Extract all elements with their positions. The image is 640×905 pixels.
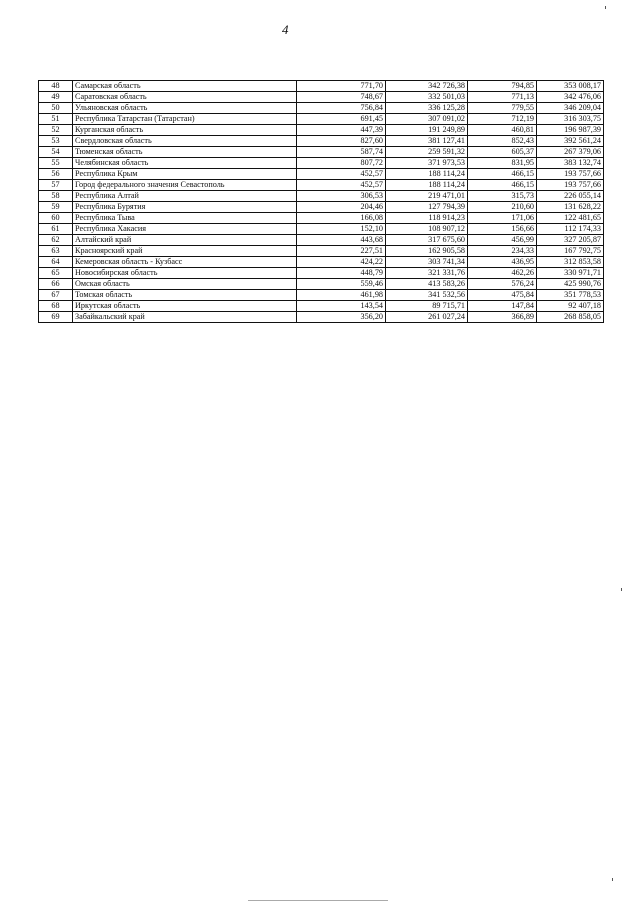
value-4-cell: 112 174,33 <box>537 224 604 235</box>
row-number-cell: 62 <box>39 235 73 246</box>
value-2-cell: 219 471,01 <box>386 191 468 202</box>
row-number-cell: 60 <box>39 213 73 224</box>
table-row <box>39 103 604 114</box>
row-number-cell: 55 <box>39 158 73 169</box>
value-4-cell: 327 205,87 <box>537 235 604 246</box>
value-2-cell: 89 715,71 <box>386 301 468 312</box>
table-row <box>39 169 604 180</box>
value-2-cell: 303 741,34 <box>386 257 468 268</box>
table-row <box>39 191 604 202</box>
row-number-cell: 48 <box>39 81 73 92</box>
value-2-cell: 341 532,56 <box>386 290 468 301</box>
region-name-cell: Саратовская область <box>73 92 297 103</box>
table-row <box>39 290 604 301</box>
table-row <box>39 136 604 147</box>
value-4-cell: 193 757,66 <box>537 180 604 191</box>
row-number-cell: 67 <box>39 290 73 301</box>
page-number: 4 <box>282 22 289 37</box>
row-number-cell: 53 <box>39 136 73 147</box>
row-number-cell: 64 <box>39 257 73 268</box>
value-3-cell: 466,15 <box>468 169 537 180</box>
region-name-cell: Республика Бурятия <box>73 202 297 213</box>
table-row <box>39 246 604 257</box>
value-2-cell: 127 794,39 <box>386 202 468 213</box>
value-2-cell: 118 914,23 <box>386 213 468 224</box>
region-name-cell: Республика Хакасия <box>73 224 297 235</box>
value-4-cell: 196 987,39 <box>537 125 604 136</box>
table-row <box>39 213 604 224</box>
value-2-cell: 307 091,02 <box>386 114 468 125</box>
scan-mark <box>612 878 613 881</box>
region-name-cell: Республика Крым <box>73 169 297 180</box>
value-4-cell: 330 971,71 <box>537 268 604 279</box>
region-name-cell: Тюменская область <box>73 147 297 158</box>
value-3-cell: 436,95 <box>468 257 537 268</box>
value-1-cell: 424,22 <box>297 257 386 268</box>
value-4-cell: 316 303,75 <box>537 114 604 125</box>
row-number-cell: 56 <box>39 169 73 180</box>
value-3-cell: 171,06 <box>468 213 537 224</box>
region-name-cell: Самарская область <box>73 81 297 92</box>
table-row <box>39 92 604 103</box>
value-1-cell: 204,46 <box>297 202 386 213</box>
value-1-cell: 452,57 <box>297 180 386 191</box>
row-number-cell: 59 <box>39 202 73 213</box>
region-name-cell: Иркутская область <box>73 301 297 312</box>
table-row <box>39 125 604 136</box>
value-2-cell: 371 973,53 <box>386 158 468 169</box>
row-number-cell: 65 <box>39 268 73 279</box>
region-name-cell: Город федерального значения Севастополь <box>73 180 297 191</box>
row-number-cell: 51 <box>39 114 73 125</box>
value-2-cell: 413 583,26 <box>386 279 468 290</box>
row-number-cell: 66 <box>39 279 73 290</box>
value-4-cell: 193 757,66 <box>537 169 604 180</box>
value-4-cell: 346 209,04 <box>537 103 604 114</box>
row-number-cell: 63 <box>39 246 73 257</box>
row-number-cell: 52 <box>39 125 73 136</box>
value-4-cell: 131 628,22 <box>537 202 604 213</box>
value-4-cell: 226 055,14 <box>537 191 604 202</box>
value-3-cell: 605,37 <box>468 147 537 158</box>
value-3-cell: 712,19 <box>468 114 537 125</box>
bottom-rule <box>248 900 388 901</box>
value-3-cell: 156,66 <box>468 224 537 235</box>
value-2-cell: 321 331,76 <box>386 268 468 279</box>
value-1-cell: 166,08 <box>297 213 386 224</box>
table-row <box>39 114 604 125</box>
value-1-cell: 748,67 <box>297 92 386 103</box>
table-row <box>39 279 604 290</box>
table-row <box>39 158 604 169</box>
value-4-cell: 425 990,76 <box>537 279 604 290</box>
value-1-cell: 356,20 <box>297 312 386 323</box>
value-4-cell: 392 561,24 <box>537 136 604 147</box>
row-number-cell: 54 <box>39 147 73 158</box>
table-row <box>39 180 604 191</box>
value-3-cell: 315,73 <box>468 191 537 202</box>
region-name-cell: Алтайский край <box>73 235 297 246</box>
region-name-cell: Республика Тыва <box>73 213 297 224</box>
value-3-cell: 576,24 <box>468 279 537 290</box>
row-number-cell: 68 <box>39 301 73 312</box>
table-row <box>39 301 604 312</box>
value-1-cell: 756,84 <box>297 103 386 114</box>
value-4-cell: 342 476,06 <box>537 92 604 103</box>
scan-mark <box>621 588 622 591</box>
value-2-cell: 108 907,12 <box>386 224 468 235</box>
row-number-cell: 49 <box>39 92 73 103</box>
region-name-cell: Челябинская область <box>73 158 297 169</box>
value-3-cell: 831,95 <box>468 158 537 169</box>
table-row <box>39 268 604 279</box>
value-1-cell: 152,10 <box>297 224 386 235</box>
region-name-cell: Забайкальский край <box>73 312 297 323</box>
value-2-cell: 162 905,58 <box>386 246 468 257</box>
value-2-cell: 188 114,24 <box>386 180 468 191</box>
row-number-cell: 61 <box>39 224 73 235</box>
data-table <box>38 80 604 323</box>
value-3-cell: 475,84 <box>468 290 537 301</box>
value-3-cell: 456,99 <box>468 235 537 246</box>
value-1-cell: 448,79 <box>297 268 386 279</box>
value-4-cell: 122 481,65 <box>537 213 604 224</box>
region-name-cell: Республика Алтай <box>73 191 297 202</box>
value-2-cell: 188 114,24 <box>386 169 468 180</box>
value-1-cell: 771,70 <box>297 81 386 92</box>
value-4-cell: 167 792,75 <box>537 246 604 257</box>
value-1-cell: 447,39 <box>297 125 386 136</box>
value-3-cell: 210,60 <box>468 202 537 213</box>
value-1-cell: 559,46 <box>297 279 386 290</box>
region-name-cell: Кемеровская область - Кузбасс <box>73 257 297 268</box>
value-2-cell: 259 591,32 <box>386 147 468 158</box>
value-3-cell: 147,84 <box>468 301 537 312</box>
value-3-cell: 779,55 <box>468 103 537 114</box>
value-4-cell: 312 853,58 <box>537 257 604 268</box>
value-3-cell: 462,26 <box>468 268 537 279</box>
region-name-cell: Томская область <box>73 290 297 301</box>
value-3-cell: 460,81 <box>468 125 537 136</box>
scan-mark <box>605 6 606 9</box>
value-2-cell: 381 127,41 <box>386 136 468 147</box>
value-1-cell: 461,98 <box>297 290 386 301</box>
value-1-cell: 227,51 <box>297 246 386 257</box>
value-4-cell: 267 379,06 <box>537 147 604 158</box>
region-name-cell: Ульяновская область <box>73 103 297 114</box>
region-name-cell: Республика Татарстан (Татарстан) <box>73 114 297 125</box>
region-name-cell: Омская область <box>73 279 297 290</box>
value-4-cell: 383 132,74 <box>537 158 604 169</box>
value-1-cell: 807,72 <box>297 158 386 169</box>
table-row <box>39 235 604 246</box>
value-3-cell: 366,89 <box>468 312 537 323</box>
value-4-cell: 268 858,05 <box>537 312 604 323</box>
row-number-cell: 69 <box>39 312 73 323</box>
value-3-cell: 794,85 <box>468 81 537 92</box>
value-2-cell: 261 027,24 <box>386 312 468 323</box>
value-2-cell: 317 675,60 <box>386 235 468 246</box>
value-4-cell: 351 778,53 <box>537 290 604 301</box>
table-row <box>39 147 604 158</box>
value-2-cell: 342 726,38 <box>386 81 468 92</box>
value-1-cell: 827,60 <box>297 136 386 147</box>
value-1-cell: 143,54 <box>297 301 386 312</box>
table-row <box>39 312 604 323</box>
table-row <box>39 224 604 235</box>
value-1-cell: 306,53 <box>297 191 386 202</box>
value-1-cell: 443,68 <box>297 235 386 246</box>
table-row <box>39 81 604 92</box>
region-name-cell: Красноярский край <box>73 246 297 257</box>
row-number-cell: 57 <box>39 180 73 191</box>
region-name-cell: Новосибирская область <box>73 268 297 279</box>
table-row <box>39 257 604 268</box>
value-3-cell: 234,33 <box>468 246 537 257</box>
value-2-cell: 336 125,28 <box>386 103 468 114</box>
value-1-cell: 452,57 <box>297 169 386 180</box>
value-1-cell: 691,45 <box>297 114 386 125</box>
region-name-cell: Курганская область <box>73 125 297 136</box>
value-4-cell: 353 008,17 <box>537 81 604 92</box>
region-name-cell: Свердловская область <box>73 136 297 147</box>
value-4-cell: 92 407,18 <box>537 301 604 312</box>
row-number-cell: 50 <box>39 103 73 114</box>
value-3-cell: 771,13 <box>468 92 537 103</box>
value-2-cell: 191 249,89 <box>386 125 468 136</box>
value-2-cell: 332 501,03 <box>386 92 468 103</box>
value-3-cell: 852,43 <box>468 136 537 147</box>
row-number-cell: 58 <box>39 191 73 202</box>
value-3-cell: 466,15 <box>468 180 537 191</box>
table-body <box>39 81 604 323</box>
table-row <box>39 202 604 213</box>
value-1-cell: 587,74 <box>297 147 386 158</box>
